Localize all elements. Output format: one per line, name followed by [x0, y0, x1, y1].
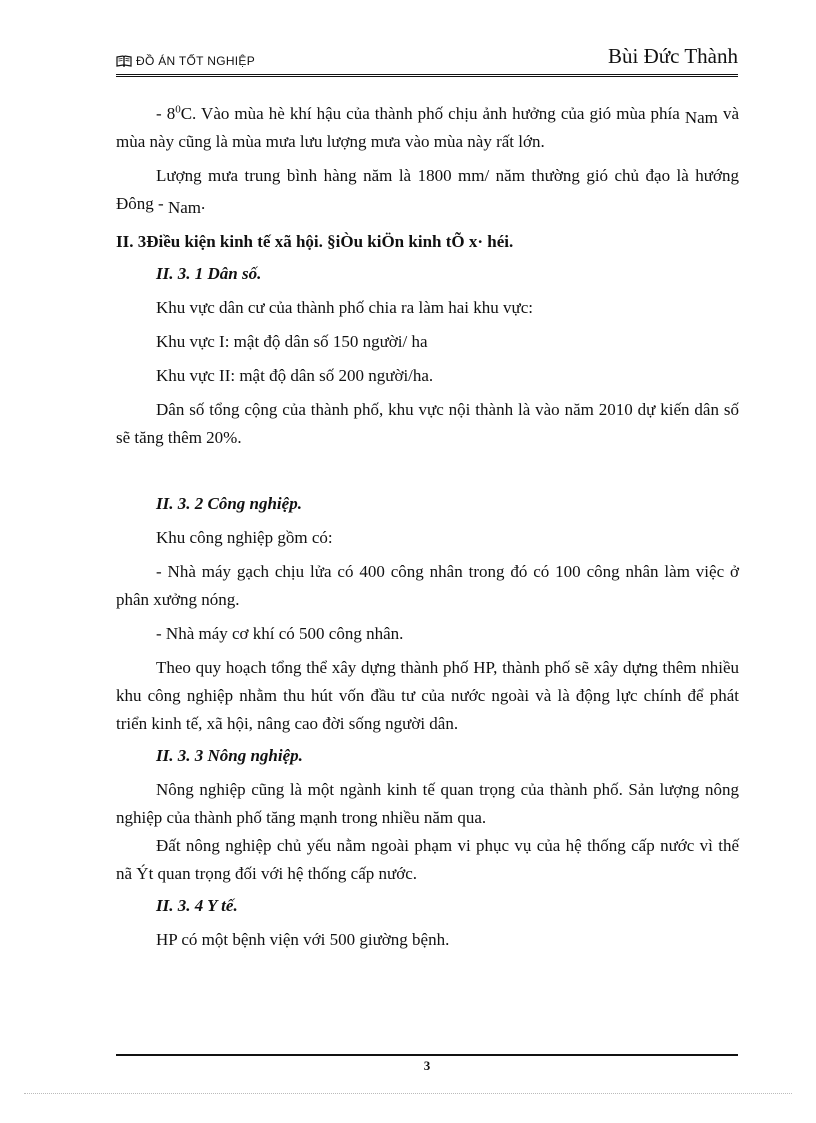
subheading-population: II. 3. 1 Dân số.: [156, 264, 262, 283]
author-name: Bùi Đức Thành: [608, 44, 738, 68]
paragraph-industry-4: Theo quy hoạch tổng thể xây dựng thành phố HP, thành phố sẽ xây dựng thêm nhiều khu công nghiệp nhằm thu hút vốn đầu tư của nước ngoài và là động lực chính để phát triển kinh tế, xã hội, nâng cao đời sống người dân.: [116, 658, 739, 733]
page-bottom-border: [24, 1093, 792, 1094]
header-left: [116, 54, 255, 68]
subheading-industry: II. 3. 2 Công nghiệp.: [156, 494, 302, 513]
paragraph-industry-3: - Nhà máy cơ khí có 500 công nhân.: [156, 624, 404, 643]
page-body: [116, 100, 739, 954]
book-icon: [116, 55, 132, 67]
page-number: 3: [423, 1058, 431, 1073]
document-title: ĐỒ ÁN TỐT NGHIỆP: [136, 54, 256, 68]
subheading-health: II. 3. 4 Y tế.: [156, 896, 238, 915]
footer-divider: [116, 1054, 738, 1056]
paragraph-climate-1: - $8^0C$. Vào mùa hè khí hậu của thành phố chịu ảnh hưởng của gió mùa phía Nam và mùa này cũng là mùa mưa lưu lượng mưa vào mùa này rất lớn.: [116, 103, 739, 151]
paragraph-population-2: Khu vực I: mật độ dân số 150 người/ ha: [156, 332, 428, 351]
paragraph-climate-2: Lượng mưa trung bình hàng năm là 1800 mm/ năm thường gió chủ đạo là hướng Đông - Nam.: [116, 166, 739, 217]
paragraph-industry-1: Khu công nghiệp gồm có:: [156, 528, 333, 547]
paragraph-population-1: Khu vực dân cư của thành phố chia ra làm hai khu vực:: [156, 298, 533, 317]
page-header: [116, 46, 738, 72]
paragraph-agriculture-1: Nông nghiệp cũng là một ngành kinh tế quan trọng của thành phố. Sản lượng nông nghiệp của thành phố tăng mạnh trong nhiều năm qua.: [116, 780, 739, 827]
paragraph-health-1: HP có một bệnh viện với 500 giường bệnh.: [156, 930, 450, 949]
paragraph-population-3: Khu vực II: mật độ dân số 200 người/ha.: [156, 366, 434, 385]
header-divider: [116, 74, 738, 77]
paragraph-agriculture-2: Đất nông nghiệp chủ yếu nằm ngoài phạm vi phục vụ của hệ thống cấp nước vì thế nã Ýt quan trọng đối với hệ thống cấp nước.: [116, 836, 739, 883]
paragraph-industry-2: - Nhà máy gạch chịu lửa có 400 công nhân trong đó có 100 công nhân làm việc ở phân xưởng nóng.: [116, 562, 739, 609]
subheading-agriculture: II. 3. 3 Nông nghiệp.: [156, 746, 303, 765]
paragraph-population-4: Dân số tổng cộng của thành phố, khu vực nội thành là vào năm 2010 dự kiến dân số sẽ tăng thêm 20%.: [116, 400, 739, 447]
section-heading: II. 3Điều kiện kinh tế xã hội. §iÒu kiÖn kinh tÕ x· héi.: [116, 232, 514, 251]
